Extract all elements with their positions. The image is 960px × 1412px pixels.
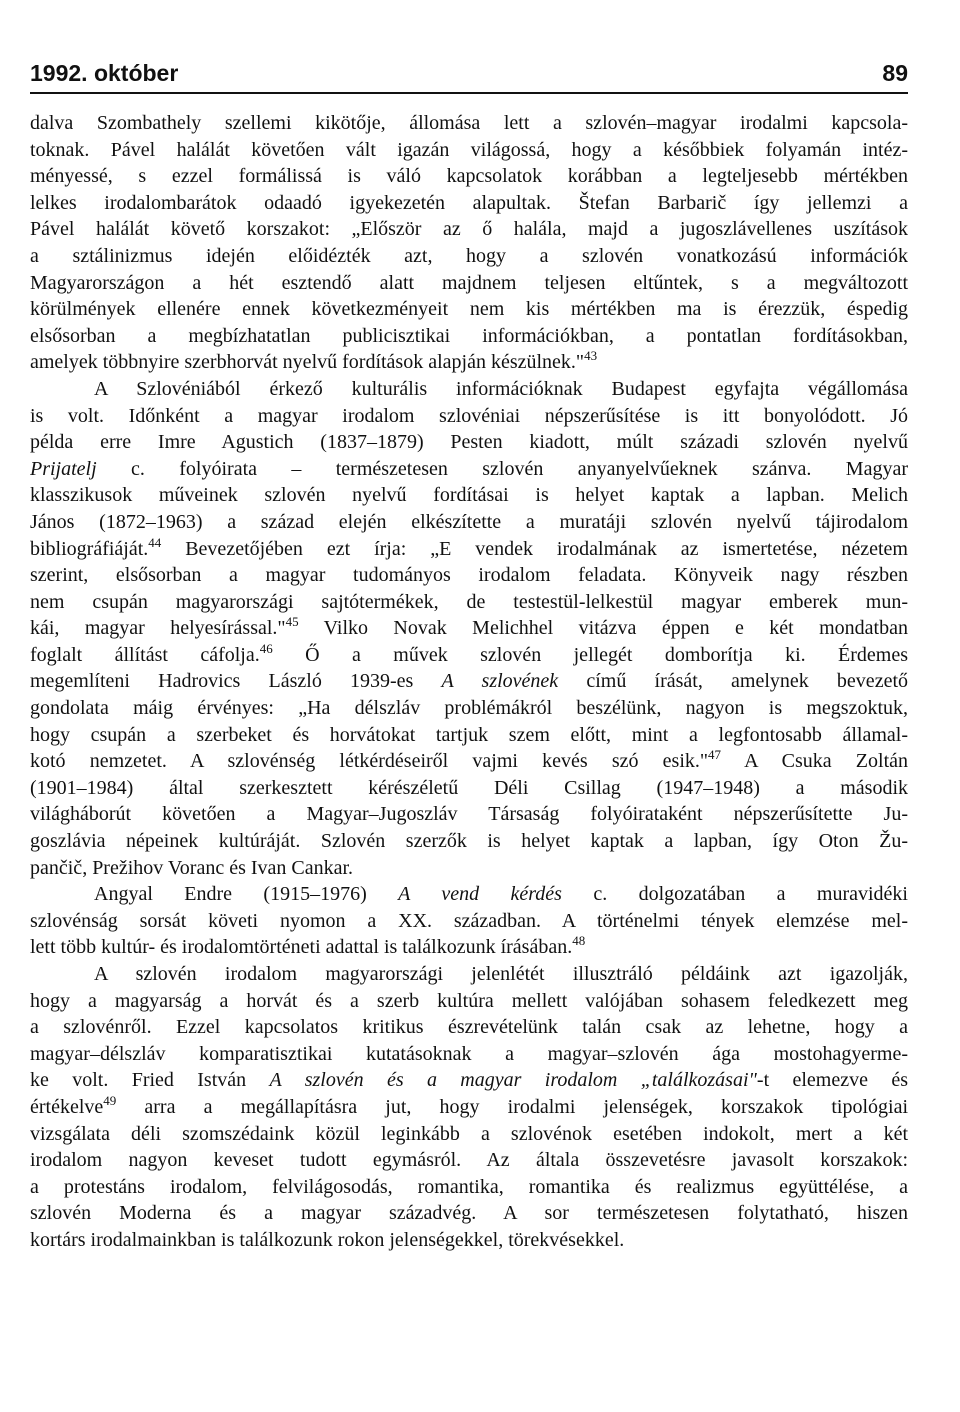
text-run: bibliográfiáját.: [30, 537, 149, 560]
body-text: [30, 110, 908, 1254]
text-line: [30, 1174, 908, 1201]
text-run: Pável halálát követő korszakot: „Először az ő halála, majd a jugoszlávellenes uszítások: [30, 218, 908, 241]
text-run: szerint, elsősorban a magyar tudományos irodalom feladata. Könyveik nagy részben: [30, 564, 908, 587]
text-run: megemlíteni Hadrovics László 1939-es: [30, 670, 442, 693]
text-run: kortárs irodalmainkban is találkozunk rokon jelenségekkel, törekvésekkel.: [30, 1228, 625, 1251]
text-line: [30, 190, 908, 217]
italic-title: A szlovén és a magyar irodalom „találkozásai": [269, 1069, 757, 1092]
text-line: [30, 881, 908, 908]
text-line: [30, 163, 908, 190]
text-line: [30, 216, 908, 243]
text-line: [30, 482, 908, 509]
page-number: 89: [882, 60, 908, 86]
text-run: goszlávia népeinek kultúráját. Szlovén szerzők is helyet kaptak a lapban, így Oton Žu-: [30, 830, 908, 853]
text-run: a sztálinizmus idején előidézték azt, hogy a szlovén vonatkozású információk: [30, 244, 908, 267]
text-line: [30, 615, 908, 642]
text-line: [30, 855, 908, 882]
text-line: [30, 828, 908, 855]
text-run: a szlovénről. Ezzel kapcsolatos kritikus észrevételünk talán csak az lehetne, hogy a: [30, 1016, 908, 1039]
footnote-ref: 47: [708, 748, 722, 763]
italic-title: A vend kérdés: [398, 883, 562, 906]
text-run: arra a megállapításra jut, hogy irodalmi jelenségek, korszakok tipológiai: [116, 1095, 908, 1118]
text-run: gondolata máig érvényes: „Ha délszláv problémákról beszélünk, nagyon is megszoktuk,: [30, 697, 908, 720]
footnote-ref: 49: [103, 1093, 117, 1108]
text-run: hogy a magyarság a horvát és a szerb kultúra mellett valójában sohasem feledkezett meg: [30, 989, 908, 1012]
issue-date: 1992. október: [30, 60, 179, 86]
text-line: [30, 1014, 908, 1041]
text-line: [30, 1147, 908, 1174]
text-run: magyar–délszláv komparatisztikai kutatásoknak a magyar–szlovén ága mostohagyerme-: [30, 1042, 908, 1065]
text-run: elsősorban a megbízhatatlan publicisztikai információkban, a pontatlan fordításokban,: [30, 324, 908, 347]
footnote-ref: 48: [572, 934, 586, 949]
text-run: című írását, amelynek bevezető: [558, 670, 908, 693]
text-run: foglalt állítást cáfolja.: [30, 643, 260, 666]
text-line: [30, 536, 908, 563]
text-run: dalva Szombathely szellemi kikötője, állomása lett a szlovén–magyar irodalmi kapcsola-: [30, 112, 908, 134]
text-run: lelkes irodalombarátok odaadó igyekezetén alapultak. Štefan Barbarič így jellemzi a: [30, 191, 908, 214]
text-line: [30, 934, 908, 961]
text-run: szlovénság sorsát követi nyomon a XX. században. A történelmi tények elemzése mel-: [30, 909, 908, 932]
text-line: [30, 722, 908, 749]
text-run: ke volt. Fried István: [30, 1069, 270, 1092]
text-run: c. dolgozatában a muravidéki: [561, 883, 908, 906]
italic-title: Prijatelj: [30, 457, 97, 480]
text-line: [30, 775, 908, 802]
text-line: [30, 296, 908, 323]
text-line: [30, 137, 908, 164]
text-run: A szlovén irodalom magyarországi jelenlétét illusztráló példáink azt igazolják,: [94, 963, 908, 985]
text-run: -t elemezve és: [756, 1069, 908, 1092]
text-run: Vilko Novak Melichhel vitázva éppen e két mondatban: [298, 617, 908, 640]
text-run: c. folyóirata – természetesen szlovén anyanyelvűeknek szánva. Magyar: [96, 457, 908, 480]
text-run: szlovén Moderna és a magyar századvég. A sor természetesen folytatható, hiszen: [30, 1202, 908, 1225]
text-run: kái, magyar helyesírással.": [30, 617, 286, 640]
text-run: A Szlovéniából érkező kulturális információknak Budapest egyfajta végállomása: [94, 377, 908, 400]
text-run: a protestáns irodalom, felvilágosodás, romantika, romantika és realizmus együttélése, a: [30, 1175, 908, 1198]
text-line: [30, 1067, 908, 1094]
footnote-ref: 45: [285, 615, 299, 630]
text-run: pančič, Prežihov Voranc és Ivan Cankar.: [30, 856, 354, 879]
text-run: világháborút követően a Magyar–Jugoszláv Társaság folyóirataként népszerűsítette Ju-: [30, 803, 908, 826]
text-run: is volt. Időnként a magyar irodalom szlovéniai népszerűsítése is itt bonyolódott. Jó: [30, 404, 908, 427]
text-line: [30, 961, 908, 988]
text-line: [30, 403, 908, 430]
text-line: [30, 748, 908, 775]
text-run: nem csupán magyarországi sajtótermékek, de testestül-lelkestül magyar emberek mun-: [30, 590, 908, 613]
text-line: [30, 908, 908, 935]
text-line: [30, 429, 908, 456]
text-line: [30, 110, 908, 137]
text-run: hogy csupán a szerbeket és horvátokat tartjuk szem előtt, mint a legfontosabb államal-: [30, 723, 908, 746]
text-line: [30, 589, 908, 616]
text-run: körülmények ellenére ennek következményeit nem kis mértékben ma is érezzük, éspedig: [30, 298, 908, 321]
text-line: [30, 642, 908, 669]
text-run: János (1872–1963) a század elején elkészítette a muratáji szlovén nyelvű tájirodalom: [30, 510, 908, 533]
text-run: irodalom nagyon keveset tudott egymásról. Az általa összevetésre javasolt korszakok:: [30, 1149, 908, 1172]
text-run: ményessé, s ezzel formálissá is váló kapcsolatok korábban a legteljesebb mértékben: [30, 165, 908, 188]
text-line: [30, 376, 908, 403]
text-run: lett több kultúr- és irodalomtörténeti adattal is találkozunk írásában.: [30, 936, 573, 959]
text-line: [30, 695, 908, 722]
text-line: [30, 323, 908, 350]
text-line: [30, 270, 908, 297]
text-line: [30, 668, 908, 695]
text-run: amelyek többnyire szerbhorvát nyelvű fordítások alapján készülnek.": [30, 351, 585, 374]
text-line: [30, 801, 908, 828]
text-run: Angyal Endre (1915–1976): [94, 883, 399, 906]
text-run: kotó nemzetet. A szlovénség létkérdéseiről vajmi kevés szó esik.": [30, 750, 709, 773]
footnote-ref: 43: [584, 349, 598, 364]
footnote-ref: 44: [148, 535, 162, 550]
text-line: [30, 1121, 908, 1148]
text-line: [30, 988, 908, 1015]
text-run: Bevezetőjében ezt írja: „E vendek irodalmának az ismertetése, nézetem: [161, 537, 908, 560]
text-line: [30, 562, 908, 589]
text-run: toknak. Pável halálát követően vált igazán világossá, hogy a későbbiek folyamán intéz-: [30, 138, 908, 161]
text-line: [30, 243, 908, 270]
text-run: értékelve: [30, 1095, 104, 1118]
text-line: [30, 349, 908, 376]
text-line: [30, 1094, 908, 1121]
text-run: A Csuka Zoltán: [721, 750, 908, 773]
text-run: Magyarországon a hét esztendő alatt majdnem teljesen eltűntek, s a megváltozott: [30, 271, 908, 294]
running-header: [30, 58, 908, 94]
text-run: klasszikusok műveinek szlovén nyelvű fordításai is helyet kaptak a lapban. Melich: [30, 484, 908, 507]
text-line: [30, 509, 908, 536]
text-run: (1901–1984) által szerkesztett kérészéletű Déli Csillag (1947–1948) a második: [30, 776, 908, 799]
text-line: [30, 1200, 908, 1227]
footnote-ref: 46: [259, 641, 273, 656]
text-run: Ő a művek szlovén jellegét domborítja ki. Érdemes: [272, 643, 908, 666]
text-line: [30, 456, 908, 483]
text-line: [30, 1041, 908, 1068]
text-run: vizsgálata déli szomszédaink közül leginkább a szlovénok esetében indokolt, mert a két: [30, 1122, 908, 1145]
text-run: példa erre Imre Agustich (1837–1879) Pesten kiadott, múlt századi szlovén nyelvű: [30, 431, 908, 454]
text-line: [30, 1227, 908, 1254]
italic-title: A szlovének: [441, 670, 559, 693]
